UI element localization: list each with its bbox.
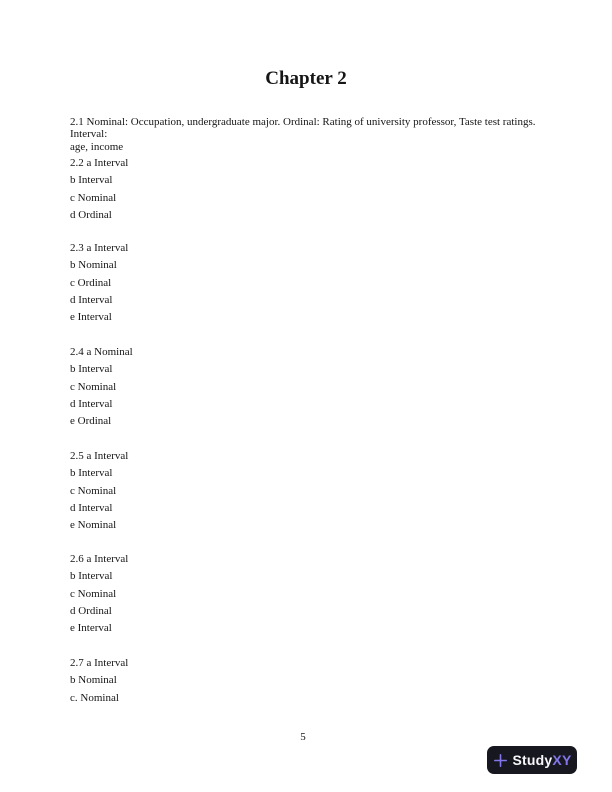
chapter-title: Chapter 2: [265, 68, 347, 89]
answer-group-2-7: [70, 655, 128, 707]
answer-line: d Ordinal: [70, 208, 112, 221]
answer-group-2-5: [70, 448, 128, 534]
answer-group-2-3: [70, 240, 128, 326]
answer-group-2-4: [70, 344, 133, 430]
answer-line: 2.2 a Interval: [70, 157, 129, 169]
answer-line: d Ordinal: [70, 604, 112, 617]
answer-group-2-2: [70, 155, 128, 224]
answer-line: c Nominal: [70, 587, 117, 600]
answer-line: age, income: [70, 140, 124, 153]
answer-line: b Interval: [70, 363, 113, 376]
answer-line: 2.1 Nominal: Occupation, undergraduate major. Ordinal: Rating of university professor, Taste test ratings. Interval:: [70, 116, 536, 141]
answer-line: 2.4 a Nominal: [70, 346, 133, 358]
answer-line: 2.3 a Interval: [70, 242, 129, 254]
studyxy-logo-badge[interactable]: [487, 746, 577, 774]
answer-line: d Interval: [70, 293, 113, 306]
answer-line: b Nominal: [70, 674, 117, 687]
answer-line: c Nominal: [70, 191, 117, 204]
answer-line: e Ordinal: [70, 415, 112, 428]
page-number: 5: [300, 731, 306, 743]
answer-line: b Nominal: [70, 259, 117, 272]
answer-line: 2.6 a Interval: [70, 553, 129, 565]
answer-line: d Interval: [70, 397, 113, 410]
answer-group-2-6: [70, 551, 128, 637]
answer-line: e Interval: [70, 622, 112, 635]
brand-name: [513, 752, 572, 768]
brand-name-primary: Study: [512, 752, 553, 768]
answer-line: e Interval: [70, 311, 112, 324]
answer-line: b Interval: [70, 174, 113, 187]
brand-name-accent: XY: [552, 752, 572, 768]
answer-line: c Ordinal: [70, 276, 112, 289]
answer-2-1: [70, 116, 542, 153]
answer-line: e Nominal: [70, 519, 117, 532]
answer-line: 2.7 a Interval: [70, 657, 129, 669]
answer-line: b Interval: [70, 467, 113, 480]
plus-icon: [493, 753, 508, 768]
answer-line: c. Nominal: [70, 691, 119, 704]
answer-line: 2.5 a Interval: [70, 450, 129, 462]
answer-line: d Interval: [70, 501, 113, 514]
plus-icon-stroke: [494, 754, 505, 765]
answer-line: c Nominal: [70, 484, 117, 497]
answer-line: b Interval: [70, 570, 113, 583]
answer-line: c Nominal: [70, 380, 117, 393]
